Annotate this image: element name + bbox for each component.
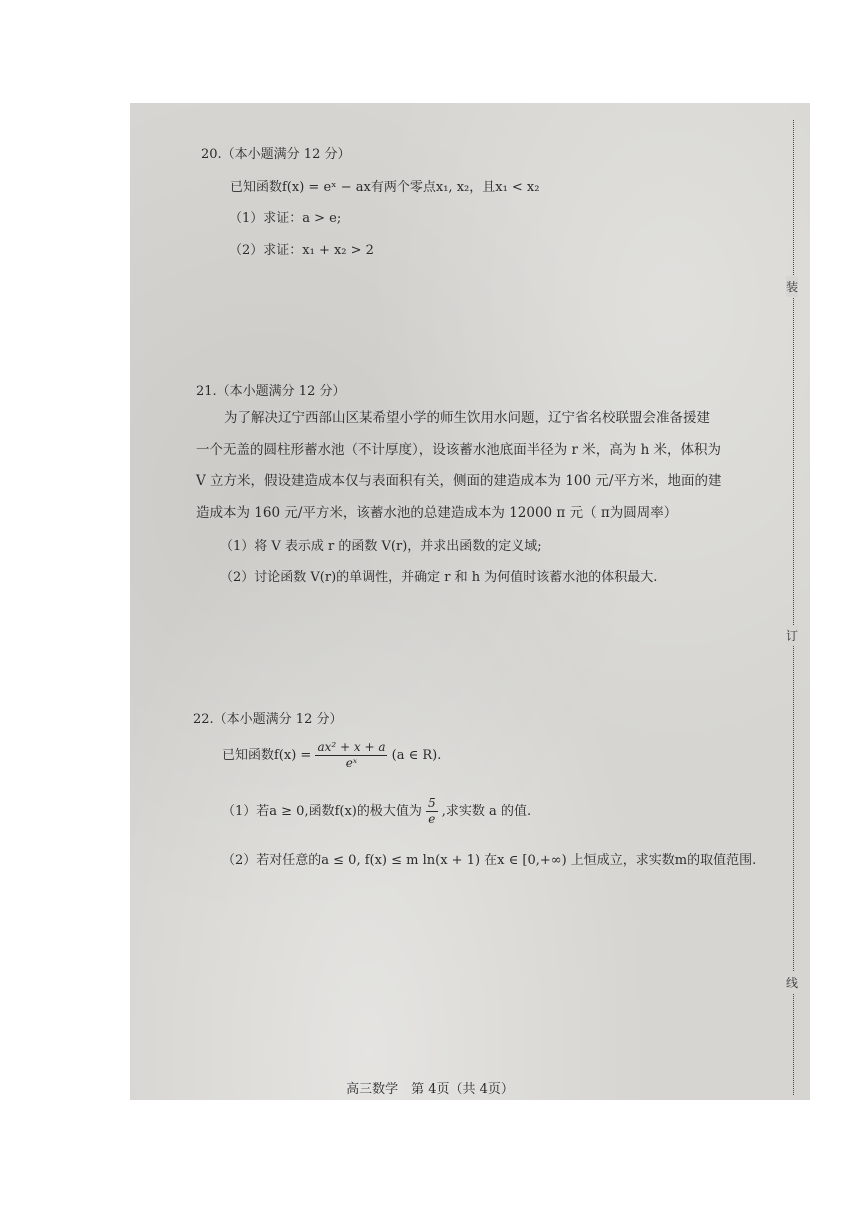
binding-mark-zhuang: 装 — [786, 276, 798, 297]
q21-line-4: 造成本为 160 元/平方米，该蓄水池的总建造成本为 12000 π 元（ π为圆周率） — [196, 504, 678, 521]
q22-stem-denominator: eˣ — [345, 756, 358, 770]
q22-part1-prefix: （1）若a ≥ 0,函数f(x)的极大值为 — [222, 804, 422, 819]
q22-part1-numerator: 5 — [428, 796, 436, 810]
binding-mark-ding: 订 — [786, 625, 798, 646]
q22-stem — [222, 740, 441, 771]
q22-stem-suffix: (a ∈ R). — [391, 748, 442, 763]
binding-dotted-line — [793, 120, 794, 1095]
q22-part1-fraction — [426, 796, 438, 827]
q21-part1: （1）将 V 表示成 r 的函数 V(r)，并求出函数的定义域; — [220, 539, 542, 554]
q20-stem: 已知函数f(x) = eˣ − ax有两个零点x₁, x₂，且x₁ < x₂ — [230, 180, 540, 195]
q22-part1 — [222, 796, 531, 827]
q22-stem-numerator: ax² + x + a — [317, 740, 386, 754]
q20-part2: （2）求证：x₁ + x₂ > 2 — [229, 243, 374, 258]
page-footer: 高三数学 第 4页（共 4页） — [346, 1082, 514, 1097]
q20-part1: （1）求证：a > e; — [229, 211, 342, 226]
q21-line-3: V 立方米，假设建造成本仅与表面积有关，侧面的建造成本为 100 元/平方米，地面的建 — [196, 473, 722, 489]
q22-title: 22.（本小题满分 12 分） — [193, 712, 343, 727]
q21-line-2: 一个无盖的圆柱形蓄水池（不计厚度），设该蓄水池底面半径为 r 米，高为 h 米，体积为 — [196, 441, 722, 458]
q21-title: 21.（本小题满分 12 分） — [196, 384, 346, 399]
q22-part1-denominator: e — [428, 812, 436, 826]
q22-part2: （2）若对任意的a ≤ 0, f(x) ≤ m ln(x + 1) 在x ∈ [0,+∞) 上恒成立，求实数m的取值范围. — [222, 853, 757, 868]
q21-line-1: 为了解决辽宁西部山区某希望小学的师生饮用水问题，辽宁省名校联盟会准备援建 — [224, 410, 710, 426]
q20-title: 20.（本小题满分 12 分） — [201, 147, 351, 162]
q22-part1-suffix: ,求实数 a 的值. — [441, 804, 532, 819]
q22-stem-fraction — [315, 740, 387, 771]
q22-stem-prefix: 已知函数f(x) = — [222, 748, 312, 763]
q21-part2: （2）讨论函数 V(r)的单调性，并确定 r 和 h 为何值时该蓄水池的体积最大. — [220, 570, 658, 585]
binding-mark-xian: 线 — [786, 972, 798, 993]
q21-body — [196, 403, 721, 529]
